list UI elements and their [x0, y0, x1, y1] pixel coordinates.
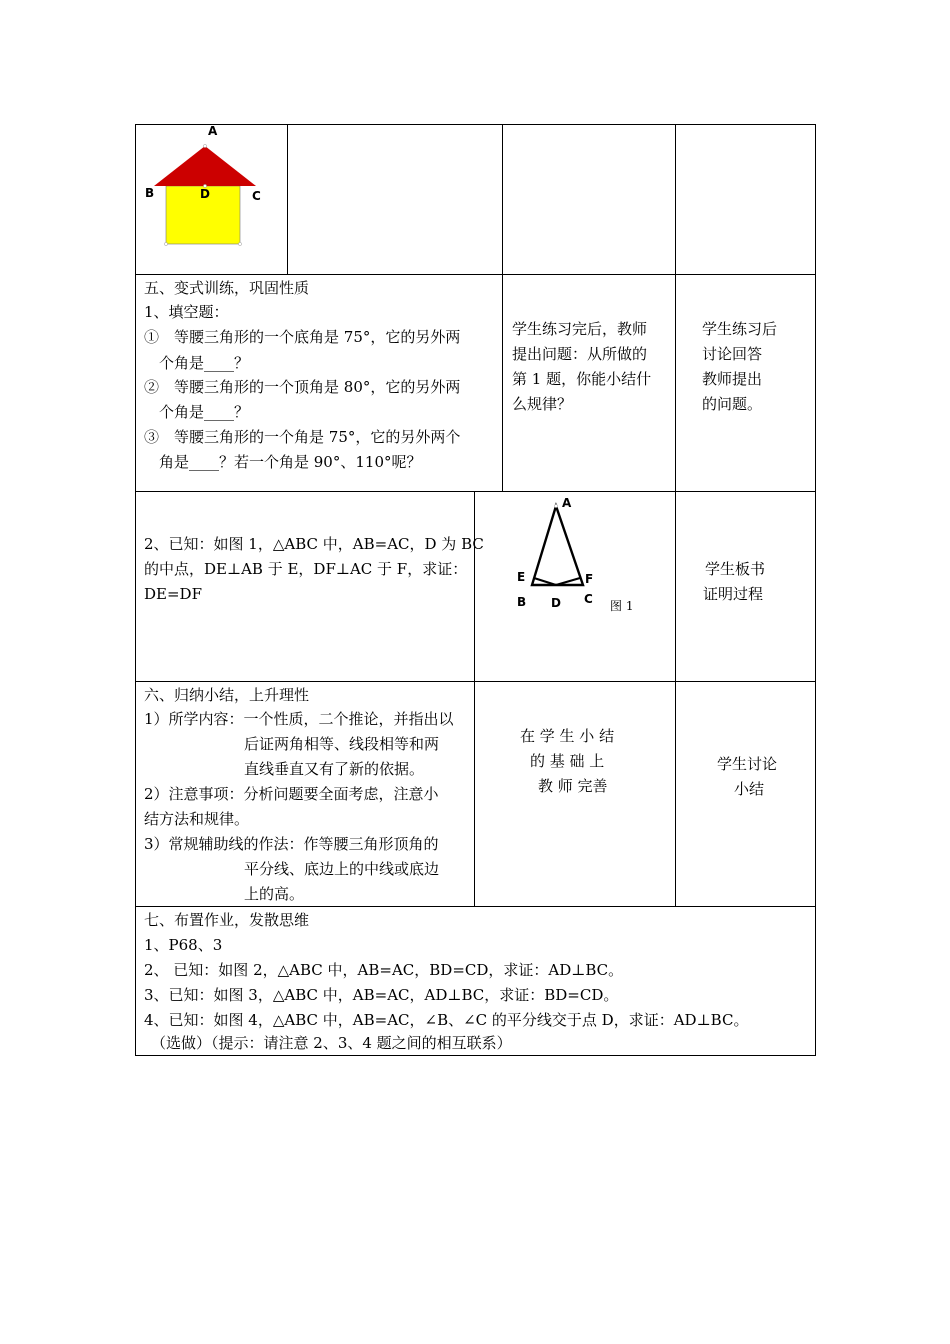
prob2-line: 2、已知：如图 1，△ABC 中，AB=AC，D 为 BC: [144, 535, 484, 553]
sec5-student-line: 的问题。: [702, 395, 763, 413]
table-border: [287, 124, 288, 274]
sec6-student-line: 小结: [734, 780, 765, 798]
sec6-teacher-line: 在 学 生 小 结: [520, 727, 615, 745]
fig1-label-e: E: [517, 570, 526, 584]
fig1-label-c: C: [584, 592, 593, 606]
sec7-title: 七、布置作业，发散思维: [144, 911, 310, 929]
triangle-abc: [532, 506, 583, 585]
table-border: [815, 124, 816, 1056]
sec5-q1-line1: ① 等腰三角形的一个底角是 75°，它的另外两: [144, 328, 461, 346]
sec6-line: 后证两角相等、线段相等和两: [244, 735, 440, 753]
sec6-line: 直线垂直又有了新的依据。: [244, 760, 425, 778]
sec5-q2-line2: 个角是____？: [159, 403, 250, 421]
sec5-q2-line1: ② 等腰三角形的一个顶角是 80°，它的另外两: [144, 378, 461, 396]
table-border: [135, 124, 816, 125]
sec7-line: 3、已知：如图 3，△ABC 中，AB=AC，AD⊥BC，求证：BD=CD。: [144, 986, 619, 1004]
prob2-student-line: 学生板书: [705, 560, 766, 578]
sec7-line: 4、已知：如图 4，△ABC 中，AB=AC，∠B、∠C 的平分线交于点 D，求证：AD⊥BC。: [144, 1011, 749, 1029]
sec5-teacher-line: 么规律？: [512, 395, 573, 413]
sec7-line: 2、 已知：如图 2，△ABC 中，AB=AC，BD=CD，求证：AD⊥BC。: [144, 961, 624, 979]
sec5-teacher-line: 学生练习完后，教师: [512, 320, 648, 338]
sec5-q1-line2: 个角是____？: [159, 354, 250, 372]
sec6-line: 平分线、底边上的中线或底边: [244, 860, 440, 878]
table-border: [675, 124, 676, 906]
fig1-label-a: A: [562, 496, 572, 510]
sec6-teacher-line: 的 基 础 上: [530, 752, 605, 770]
sec6-line: 结方法和规律。: [144, 810, 250, 828]
sec6-student-line: 学生讨论: [717, 755, 778, 773]
sec6-line: 2）注意事项：分析问题要全面考虑，注意小: [144, 785, 439, 803]
sec6-line: 1）所学内容：一个性质，二个推论，并指出以: [144, 710, 454, 728]
prob2-line: DE=DF: [144, 585, 202, 603]
table-border: [135, 906, 816, 907]
fig1-label-b: B: [517, 595, 527, 609]
sec6-teacher-line: 教 师 完善: [538, 777, 608, 795]
sec5-title: 五、变式训练，巩固性质: [144, 279, 310, 297]
sec6-line: 3）常规辅助线的作法：作等腰三角形顶角的: [144, 835, 439, 853]
table-border: [135, 491, 816, 492]
house-label-a: A: [208, 124, 218, 138]
table-border: [135, 681, 816, 682]
sec5-q3-line2: 角是____？若一个角是 90°、110°呢？: [159, 453, 422, 471]
sec6-title: 六、归纳小结，上升理性: [144, 686, 310, 704]
sec5-sub: 1、填空题：: [144, 303, 229, 321]
table-border: [135, 124, 136, 1056]
fig1-caption: 图 1: [610, 599, 634, 613]
sec7-line: （选做）（提示：请注意 2、3、4 题之间的相互联系）: [151, 1034, 512, 1052]
prob2-student-line: 证明过程: [703, 585, 764, 603]
fig1-label-f: F: [585, 572, 594, 586]
sec5-student-line: 教师提出: [702, 370, 763, 388]
fig1-label-d: D: [551, 596, 561, 610]
sec6-line: 上的高。: [244, 885, 305, 903]
triangle-roof: [154, 146, 256, 186]
table-border: [135, 274, 816, 275]
sec5-student-line: 讨论回答: [702, 345, 763, 363]
house-label-c: C: [252, 189, 261, 203]
sec5-student-line: 学生练习后: [702, 320, 778, 338]
prob2-line: 的中点，DE⊥AB 于 E，DF⊥AC 于 F，求证：: [144, 560, 468, 578]
table-border: [502, 124, 503, 491]
sec5-teacher-line: 提出问题：从所做的: [512, 345, 648, 363]
sec5-teacher-line: 第 1 题，你能小结什: [512, 370, 652, 388]
sec7-line: 1、P68、3: [144, 936, 223, 954]
house-label-d: D: [200, 187, 210, 201]
sec5-q3-line1: ③ 等腰三角形的一个角是 75°，它的另外两个: [144, 428, 461, 446]
house-label-b: B: [145, 186, 155, 200]
